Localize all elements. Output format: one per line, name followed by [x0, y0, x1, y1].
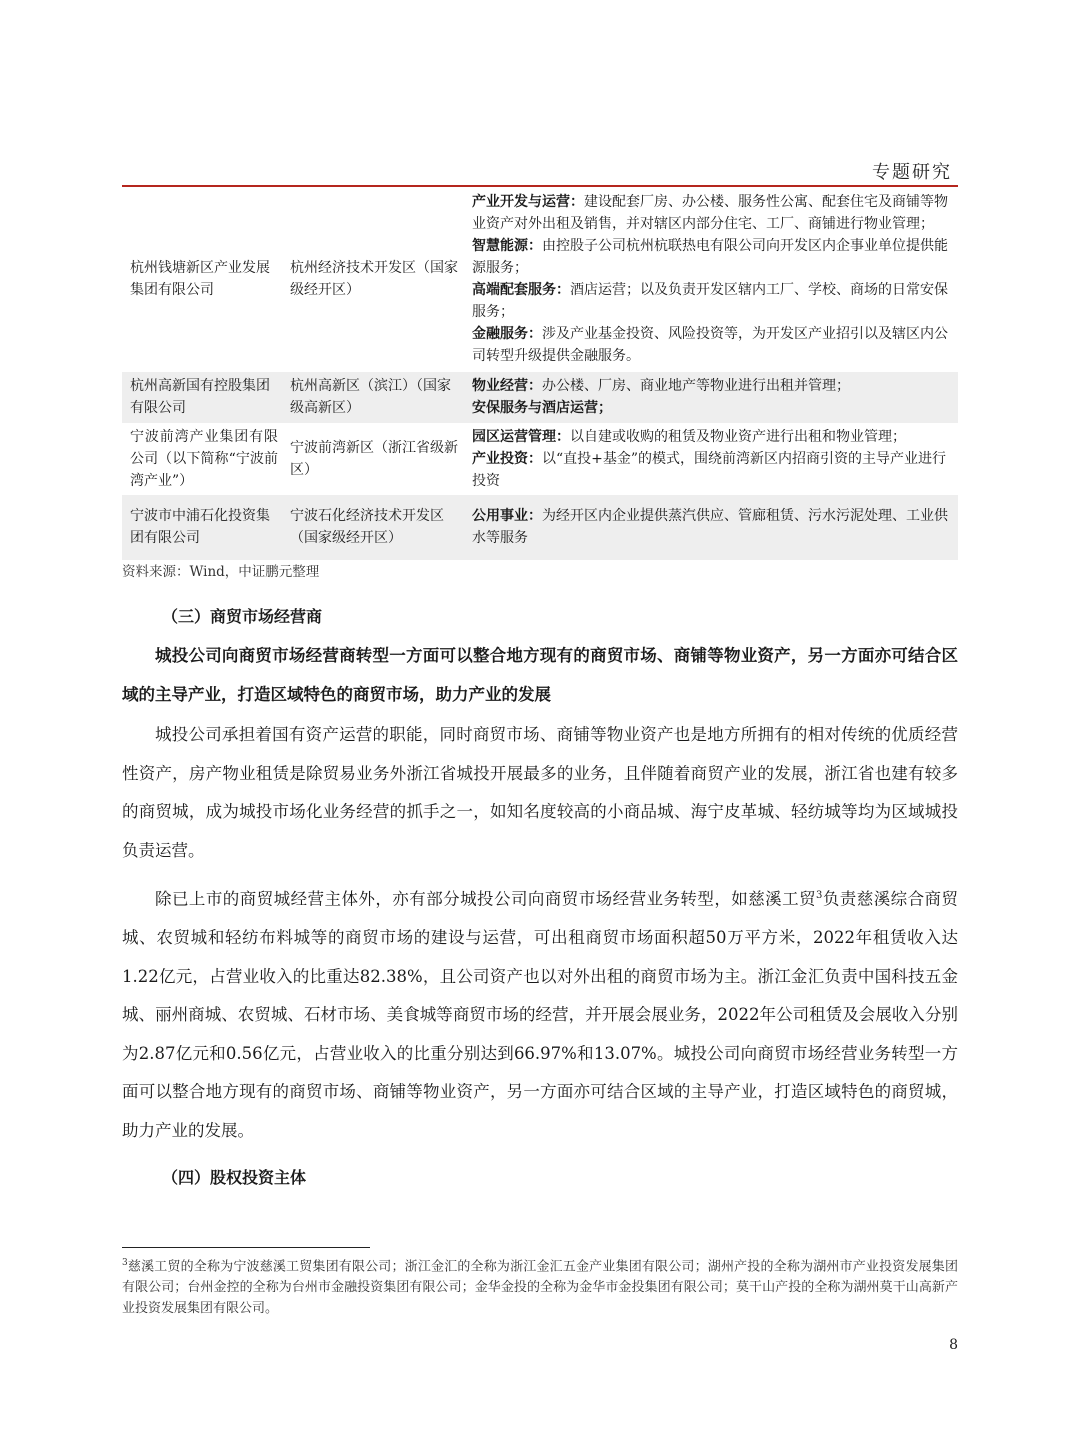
footnote-text: 慈溪工贸的全称为宁波慈溪工贸集团有限公司；浙江金汇的全称为浙江金汇五金产业集团有限公司；湖州产投的全称为湖州市产业投资发展集团有限公司；台州金控的全称为台州市金融投资集团有限公司；金华金投的全称为金华市金投集团有限公司；莫干山产投的全称为湖州莫干山高新产业投资发展集团有限公司。	[122, 1259, 958, 1317]
body-paragraph: 城投公司承担着国有资产运营的职能，同时商贸市场、商铺等物业资产也是地方所拥有的相对传统的优质经营性资产，房产物业租赁是除贸易业务外浙江省城投开展最多的业务，且伴随着商贸产业的发展，浙江省也建有较多的商贸城，成为城投市场化业务经营的抓手之一，如知名度较高的小商品城、海宁皮革城、轻纺城等均为区域城投负责运营。	[122, 725, 958, 860]
section-heading: （三）商贸市场经营商	[162, 607, 323, 626]
business-text: 酒店运营；以及负责开发区辖内工厂、学校、商场的日常安保服务；	[472, 281, 948, 320]
business-label: 金融服务：	[472, 325, 542, 342]
section-heading: （四）股权投资主体	[162, 1168, 307, 1187]
business-text: 以自建或收购的租赁及物业资产进行出租和物业管理；	[570, 428, 906, 445]
footnote	[122, 1253, 958, 1319]
business-text: 由控股子公司杭州杭联热电有限公司向开发区内企事业单位提供能源服务；	[472, 237, 948, 276]
table-source-note: 资料来源：Wind，中证鹏元整理	[122, 564, 320, 580]
table-row	[122, 423, 958, 494]
paragraph-text: 除已上市的商贸城经营主体外，亦有部分城投公司向商贸市场经营业务转型，如慈溪工贸	[155, 889, 817, 909]
table-row	[122, 187, 958, 371]
body-paragraph	[122, 877, 958, 1150]
business-cell	[464, 494, 958, 560]
table-row	[122, 371, 958, 423]
company-cell: 宁波市中浦石化投资集团有限公司	[122, 494, 282, 560]
zone-cell: 宁波石化经济技术开发区（国家级经开区）	[282, 494, 464, 560]
footnote-ref: 3	[816, 890, 823, 901]
page-number: 8	[949, 1337, 958, 1353]
business-label: 高端配套服务：	[472, 281, 570, 298]
lead-paragraph: 城投公司向商贸市场经营商转型一方面可以整合地方现有的商贸市场、商铺等物业资产，另一方面亦可结合区域的主导产业，打造区域特色的商贸市场，助力产业的发展	[122, 646, 958, 704]
company-cell: 杭州高新国有控股集团有限公司	[122, 371, 282, 423]
zone-cell: 杭州经济技术开发区（国家级经开区）	[282, 187, 464, 371]
business-text: 为经开区内企业提供蒸汽供应、管廊租赁、污水污泥处理、工业供水等服务	[472, 508, 948, 547]
business-text: 涉及产业基金投资、风险投资等，为开发区产业招引以及辖区内公司转型升级提供金融服务。	[472, 325, 948, 364]
business-label: 园区运营管理：	[472, 428, 570, 445]
business-text: 建设配套厂房、办公楼、服务性公寓、配套住宅及商铺等物业资产对外出租及销售，并对辖区内部分住宅、工厂、商铺进行物业管理；	[472, 193, 948, 232]
business-label: 智慧能源：	[472, 237, 542, 254]
business-label: 公用事业：	[472, 508, 542, 525]
header-label: 专题研究	[872, 162, 952, 183]
business-label: 安保服务与酒店运营；	[472, 400, 612, 416]
zone-cell: 杭州高新区（滨江）（国家级高新区）	[282, 371, 464, 423]
company-table	[122, 187, 958, 560]
company-cell: 宁波前湾产业集团有限公司（以下简称“宁波前湾产业”）	[122, 423, 282, 494]
business-label: 产业投资：	[472, 450, 542, 467]
business-label: 产业开发与运营：	[472, 193, 584, 210]
business-label: 物业经营：	[472, 378, 542, 394]
business-cell	[464, 187, 958, 371]
footnote-marker: 3	[122, 1258, 128, 1268]
footnote-rule	[122, 1247, 370, 1248]
business-text: 办公楼、厂房、商业地产等物业进行出租并管理；	[542, 378, 850, 394]
business-cell	[464, 371, 958, 423]
zone-cell: 宁波前湾新区（浙江省级新区）	[282, 423, 464, 494]
paragraph-text: 负责慈溪综合商贸城、农贸城和轻纺布料城等的商贸市场的建设与运营，可出租商贸市场面积超50万平方米，2022年租赁收入达1.22亿元，占营业收入的比重达82.38%，且公司资产也以对外出租的商贸市场为主。浙江金汇负责中国科技五金城、丽州商城、农贸城、石材市场、美食城等商贸市场的经营，并开展会展业务，2022年公司租赁及会展收入分别为2.87亿元和0.56亿元，占营业收入的比重分别达到66.97%和13.07%。城投公司向商贸市场经营业务转型一方面可以整合地方现有的商贸市场、商铺等物业资产，另一方面亦可结合区域的主导产业，打造区域特色的商贸城，助力产业的发展。	[122, 889, 959, 1140]
table-row	[122, 494, 958, 560]
business-text: 以“直投+基金”的模式，围绕前湾新区内招商引资的主导产业进行投资	[472, 450, 947, 489]
company-cell: 杭州钱塘新区产业发展集团有限公司	[122, 187, 282, 371]
business-cell	[464, 423, 958, 494]
